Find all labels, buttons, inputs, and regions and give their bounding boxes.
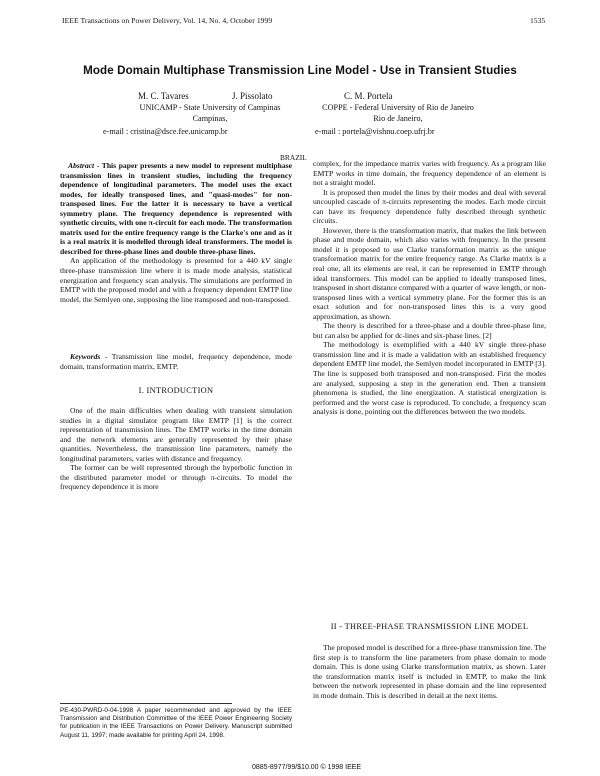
affiliation-left-line2: Campinas, (192, 114, 228, 123)
abstract-p2: An application of the methodology is presented for a 440 kV single three-phase transmission line where it is made mode analysis, statistical energization and frequency scan analysis. The simulations are performed in EMTP with the proposed model and with a frequency dependent EMTP line model, the Semlyen one, supposing the line transposed and non-transposed. (60, 256, 292, 304)
running-head: IEEE Transactions on Power Delivery, Vol. 14, No. 4, October 1999 (62, 16, 273, 25)
right-p4: The theory is described for a three-phase and a double three-phase line, but can also be applied for dc-lines and six-phase lines. [2] (313, 321, 546, 340)
right-p3: However, there is the transformation matrix, that makes the link between phase and mode domain, which also varies with frequency. In the present model it is proposed to use Clarke transformation matrix as the unique transformation matrix for the entire frequency range. As Clarke matrix is a real one, all its elements are real, it can be represented in EMTP through ideal transformers. This model can be applied to ideally transposed lines, transposed in short distance compared with a quarter of wave length, or non-transposed lines with a vertical symmetry plane. For the former this is an exact solution and for non-transposed lines this is a very good approximation, as shown. (313, 225, 547, 321)
section2-block (313, 643, 546, 700)
author-portela: C. M. Portela (344, 91, 393, 101)
country: BRAZIL (280, 153, 307, 162)
right-p1: complex, for the impedance matrix varies with frequency. As a program like EMTP works in time domain, the frequency dependence of an element is not a straight model. (313, 159, 546, 188)
abstract-lead: Abstract (68, 161, 95, 170)
intro-block (60, 406, 292, 492)
author-pissolato: J. Pissolato (232, 91, 273, 101)
left-column (60, 0, 292, 776)
right-p5: The methodology is exemplified with a 440 kV single three-phase transmission line and it is made a validation with an established frequency dependent EMTP line model, the Semlyen model incorporated in EMTP [3]. The line is supposed both transposed and non-transposed. First the modes are analysed, supposing a step in the generation end. Then a transient phenomena is studied, the line energization. A statistical energization is performed and the worst case is reproduced. To conclude, a frequency scan analysis is done, pointing out the differences between the two models. (313, 340, 546, 417)
right-p2: It is proposed then model the lines by their modes and deal with several uncoupled cascade of π-circuits representing the modes. Each mode circuit can have its frequency dependence fully described through synthetic circuits. (313, 187, 546, 226)
keywords-lead: Keywords (70, 352, 101, 361)
affiliation-right-line1: COPPE - Federal University of Rio de Janeiro (322, 103, 474, 112)
intro-p2: The former can be well represented through the hyperbolic function in the distributed parameter model or through π-circuits. To model the frequency dependence it is more (60, 463, 292, 492)
affiliation-left-line1: UNICAMP - State University of Campinas (139, 103, 281, 112)
footnote-rule (60, 703, 232, 704)
abstract-block (60, 161, 292, 304)
intro-p1: One of the main difficulties when dealing with transient simulation studies in a digital simulator program like EMTP [1] is the correct representation of transmission lines. The EMTP works in the time domain and the network elements are generally represented by their phase quantities. Nevertheless, the transmission line parameters, namely the longitudinal parameters, varies with distance and frequency. (60, 406, 292, 463)
page-number: 1535 (530, 16, 546, 25)
right-column (313, 0, 546, 776)
keywords-block (60, 352, 292, 371)
section-heading-three-phase: II - THREE-PHASE TRANSMISSION LINE MODEL (330, 622, 529, 631)
email-left: e-mail : cristina@dsce.fee.unicamp.br (103, 127, 228, 136)
email-right: e-mail : portela@vishnu.coep.ufrj.br (315, 127, 435, 136)
paper-title: Mode Domain Multiphase Transmission Line Model - Use in Transient Studies (83, 64, 517, 77)
abstract-text: - This paper presents a new model to represent multiphase transmission lines in transient studies, including the frequency dependence of longitudinal parameters. The model uses the exact modes, for ideally transposed lines, and "quasi-modes" for non-transposed lines. For the latter it is necessary to have a vertical symmetry plane. The frequency dependence is represented with synthetic circuits, with one π-circuit for each mode. The transformation matrix used for the entire frequency range is the Clarke's one and as it is a real matrix it is modelled through ideal transformers. The model is described for three-phase lines and double three-phase lines. (60, 161, 292, 256)
right-text-block (313, 159, 546, 417)
author-tavares: M. C. Tavares (138, 91, 189, 101)
footnote: PE-430-PWRD-0-04-1998 A paper recommended and approved by the IEEE Transmission and Distribution Committee of the IEEE Power Engineering Society for publication in the IEEE Transactions on Power Delivery. Manuscript submitted August 11, 1997; made available for printing April 24, 1998. (60, 707, 292, 739)
copyright-line: 0885-8977/99/$10.00 © 1998 IEEE (252, 764, 362, 771)
section-heading-introduction: I. INTRODUCTION (138, 386, 214, 395)
keywords-text: - Transmission line model, frequency dependence, mode domain, transformation matrix, EMTP. (60, 352, 292, 371)
section2-p1: The proposed model is described for a three-phase transmission line. The first step is to transform the line parameters from phase domain to mode domain. This is done using Clarke transformation matrix, as shown. Later the transformation matrix itself is included in EMTP, to make the link between the network represented in phase domain and the line represented in mode domain. This is described in detail at the next items. (313, 643, 546, 700)
affiliation-right-line2: Rio de Janeiro, (373, 114, 423, 123)
